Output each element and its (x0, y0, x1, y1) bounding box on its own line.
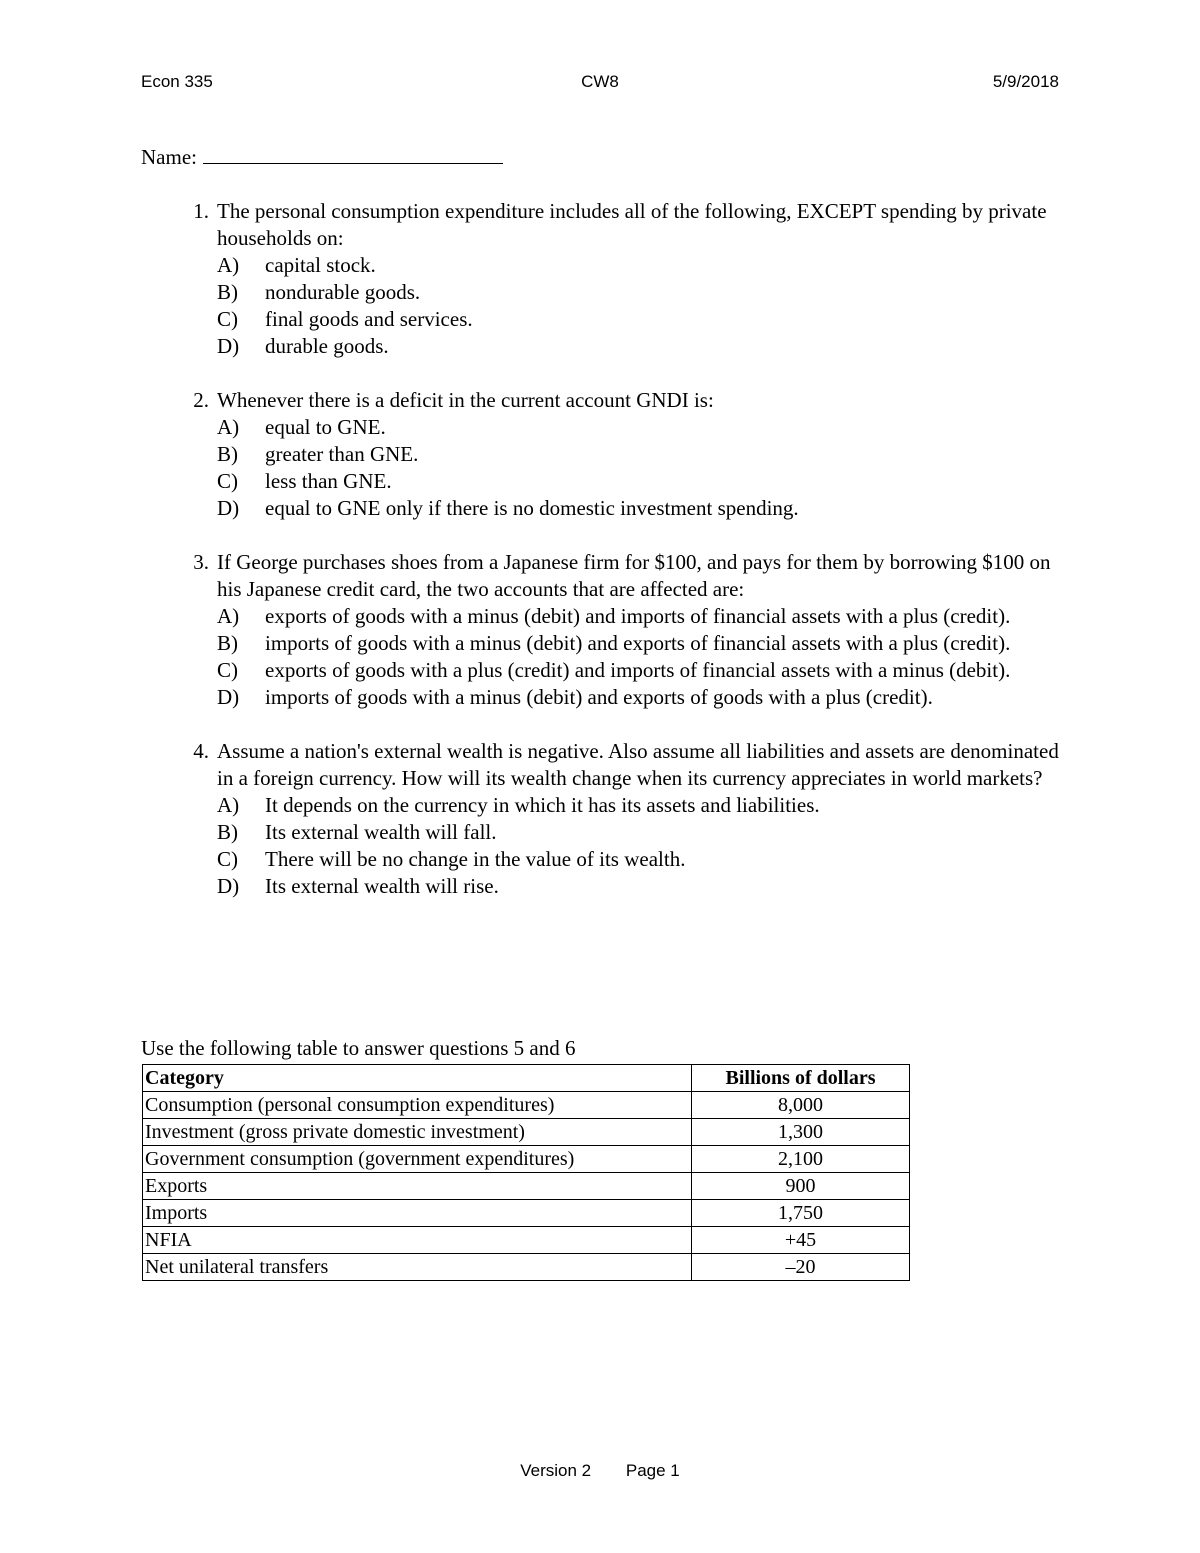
option-letter: D) (217, 685, 240, 709)
page-footer (0, 1461, 1200, 1481)
question-number: 4. (193, 739, 209, 763)
option-text: final goods and services. (265, 307, 473, 331)
value-cell: 8,000 (692, 1092, 910, 1119)
question-list (141, 198, 1061, 927)
option-text: exports of goods with a plus (credit) and imports of financial assets with a minus (debit). (265, 658, 1011, 682)
option-letter: A) (217, 415, 240, 439)
footer-page-number: Page 1 (625, 1461, 680, 1480)
value-cell: 2,100 (692, 1146, 910, 1173)
column-header-category: Category (143, 1065, 692, 1092)
option-letter: C) (217, 658, 238, 682)
answer-option (217, 279, 1061, 306)
answer-option (217, 603, 1061, 630)
answer-option (217, 792, 1061, 819)
category-cell: Imports (143, 1200, 692, 1227)
table-row (143, 1092, 910, 1119)
header-date: 5/9/2018 (992, 72, 1059, 91)
answer-option (217, 441, 1061, 468)
question-text: Whenever there is a deficit in the current account GNDI is: (217, 388, 714, 412)
option-text: It depends on the currency in which it has its assets and liabilities. (265, 793, 820, 817)
answer-option (217, 333, 1061, 360)
name-field (141, 145, 503, 170)
option-text: durable goods. (265, 334, 389, 358)
table-row (143, 1119, 910, 1146)
question-text: The personal consumption expenditure includes all of the following, EXCEPT spending by private households on: (217, 199, 1047, 250)
question-number: 2. (193, 388, 209, 412)
option-letter: A) (217, 604, 240, 628)
name-blank-line (203, 145, 503, 164)
table-row (143, 1227, 910, 1254)
table-row (143, 1254, 910, 1281)
question-text: Assume a nation's external wealth is negative. Also assume all liabilities and assets are denominated in a foreign currency. How will its wealth change when its currency appreciates in world markets? (217, 739, 1059, 790)
footer-version: Version 2 (520, 1461, 592, 1480)
table-row (143, 1146, 910, 1173)
answer-option (217, 468, 1061, 495)
question-4 (141, 738, 1061, 900)
table-row (143, 1200, 910, 1227)
option-text: less than GNE. (265, 469, 392, 493)
answer-option (217, 630, 1061, 657)
question-number: 1. (193, 199, 209, 223)
category-cell: Investment (gross private domestic investment) (143, 1119, 692, 1146)
answer-option (217, 306, 1061, 333)
value-cell: 1,300 (692, 1119, 910, 1146)
column-header-value: Billions of dollars (692, 1065, 910, 1092)
option-text: There will be no change in the value of its wealth. (265, 847, 686, 871)
value-cell: 1,750 (692, 1200, 910, 1227)
question-1 (141, 198, 1061, 360)
header-assignment: CW8 (581, 72, 619, 91)
option-letter: A) (217, 253, 240, 277)
value-cell: –20 (692, 1254, 910, 1281)
answer-option (217, 819, 1061, 846)
option-text: capital stock. (265, 253, 376, 277)
answer-option (217, 657, 1061, 684)
value-cell: 900 (692, 1173, 910, 1200)
option-letter: D) (217, 496, 240, 520)
option-letter: B) (217, 820, 238, 844)
option-letter: C) (217, 307, 238, 331)
option-text: exports of goods with a minus (debit) and imports of financial assets with a plus (credit). (265, 604, 1011, 628)
answer-option (217, 495, 1061, 522)
option-text: equal to GNE only if there is no domestic investment spending. (265, 496, 799, 520)
value-cell: +45 (692, 1227, 910, 1254)
option-text: Its external wealth will rise. (265, 874, 499, 898)
option-letter: D) (217, 874, 240, 898)
answer-option (217, 684, 1061, 711)
category-cell: Net unilateral transfers (143, 1254, 692, 1281)
table-header-row (143, 1065, 910, 1092)
answer-option (217, 873, 1061, 900)
category-cell: Government consumption (government expenditures) (143, 1146, 692, 1173)
question-3 (141, 549, 1061, 711)
question-number: 3. (193, 550, 209, 574)
category-cell: NFIA (143, 1227, 692, 1254)
option-text: equal to GNE. (265, 415, 386, 439)
name-label: Name: (141, 145, 197, 169)
option-text: imports of goods with a minus (debit) and exports of financial assets with a plus (credit). (265, 631, 1011, 655)
table-row (143, 1173, 910, 1200)
data-table (142, 1064, 910, 1281)
answer-option (217, 414, 1061, 441)
category-cell: Exports (143, 1173, 692, 1200)
option-text: nondurable goods. (265, 280, 421, 304)
option-letter: A) (217, 793, 240, 817)
table-instructions: Use the following table to answer questions 5 and 6 (141, 1036, 576, 1060)
option-letter: C) (217, 847, 238, 871)
question-text: If George purchases shoes from a Japanese firm for $100, and pays for them by borrowing $100 on his Japanese credit card, the two accounts that are affected are: (217, 550, 1051, 601)
option-letter: C) (217, 469, 238, 493)
header-course: Econ 335 (141, 72, 213, 91)
question-2 (141, 387, 1061, 522)
option-letter: B) (217, 442, 238, 466)
option-letter: B) (217, 280, 238, 304)
option-text: Its external wealth will fall. (265, 820, 497, 844)
option-letter: B) (217, 631, 238, 655)
option-text: greater than GNE. (265, 442, 419, 466)
category-cell: Consumption (personal consumption expenditures) (143, 1092, 692, 1119)
answer-option (217, 252, 1061, 279)
option-text: imports of goods with a minus (debit) and exports of goods with a plus (credit). (265, 685, 933, 709)
answer-option (217, 846, 1061, 873)
option-letter: D) (217, 334, 240, 358)
